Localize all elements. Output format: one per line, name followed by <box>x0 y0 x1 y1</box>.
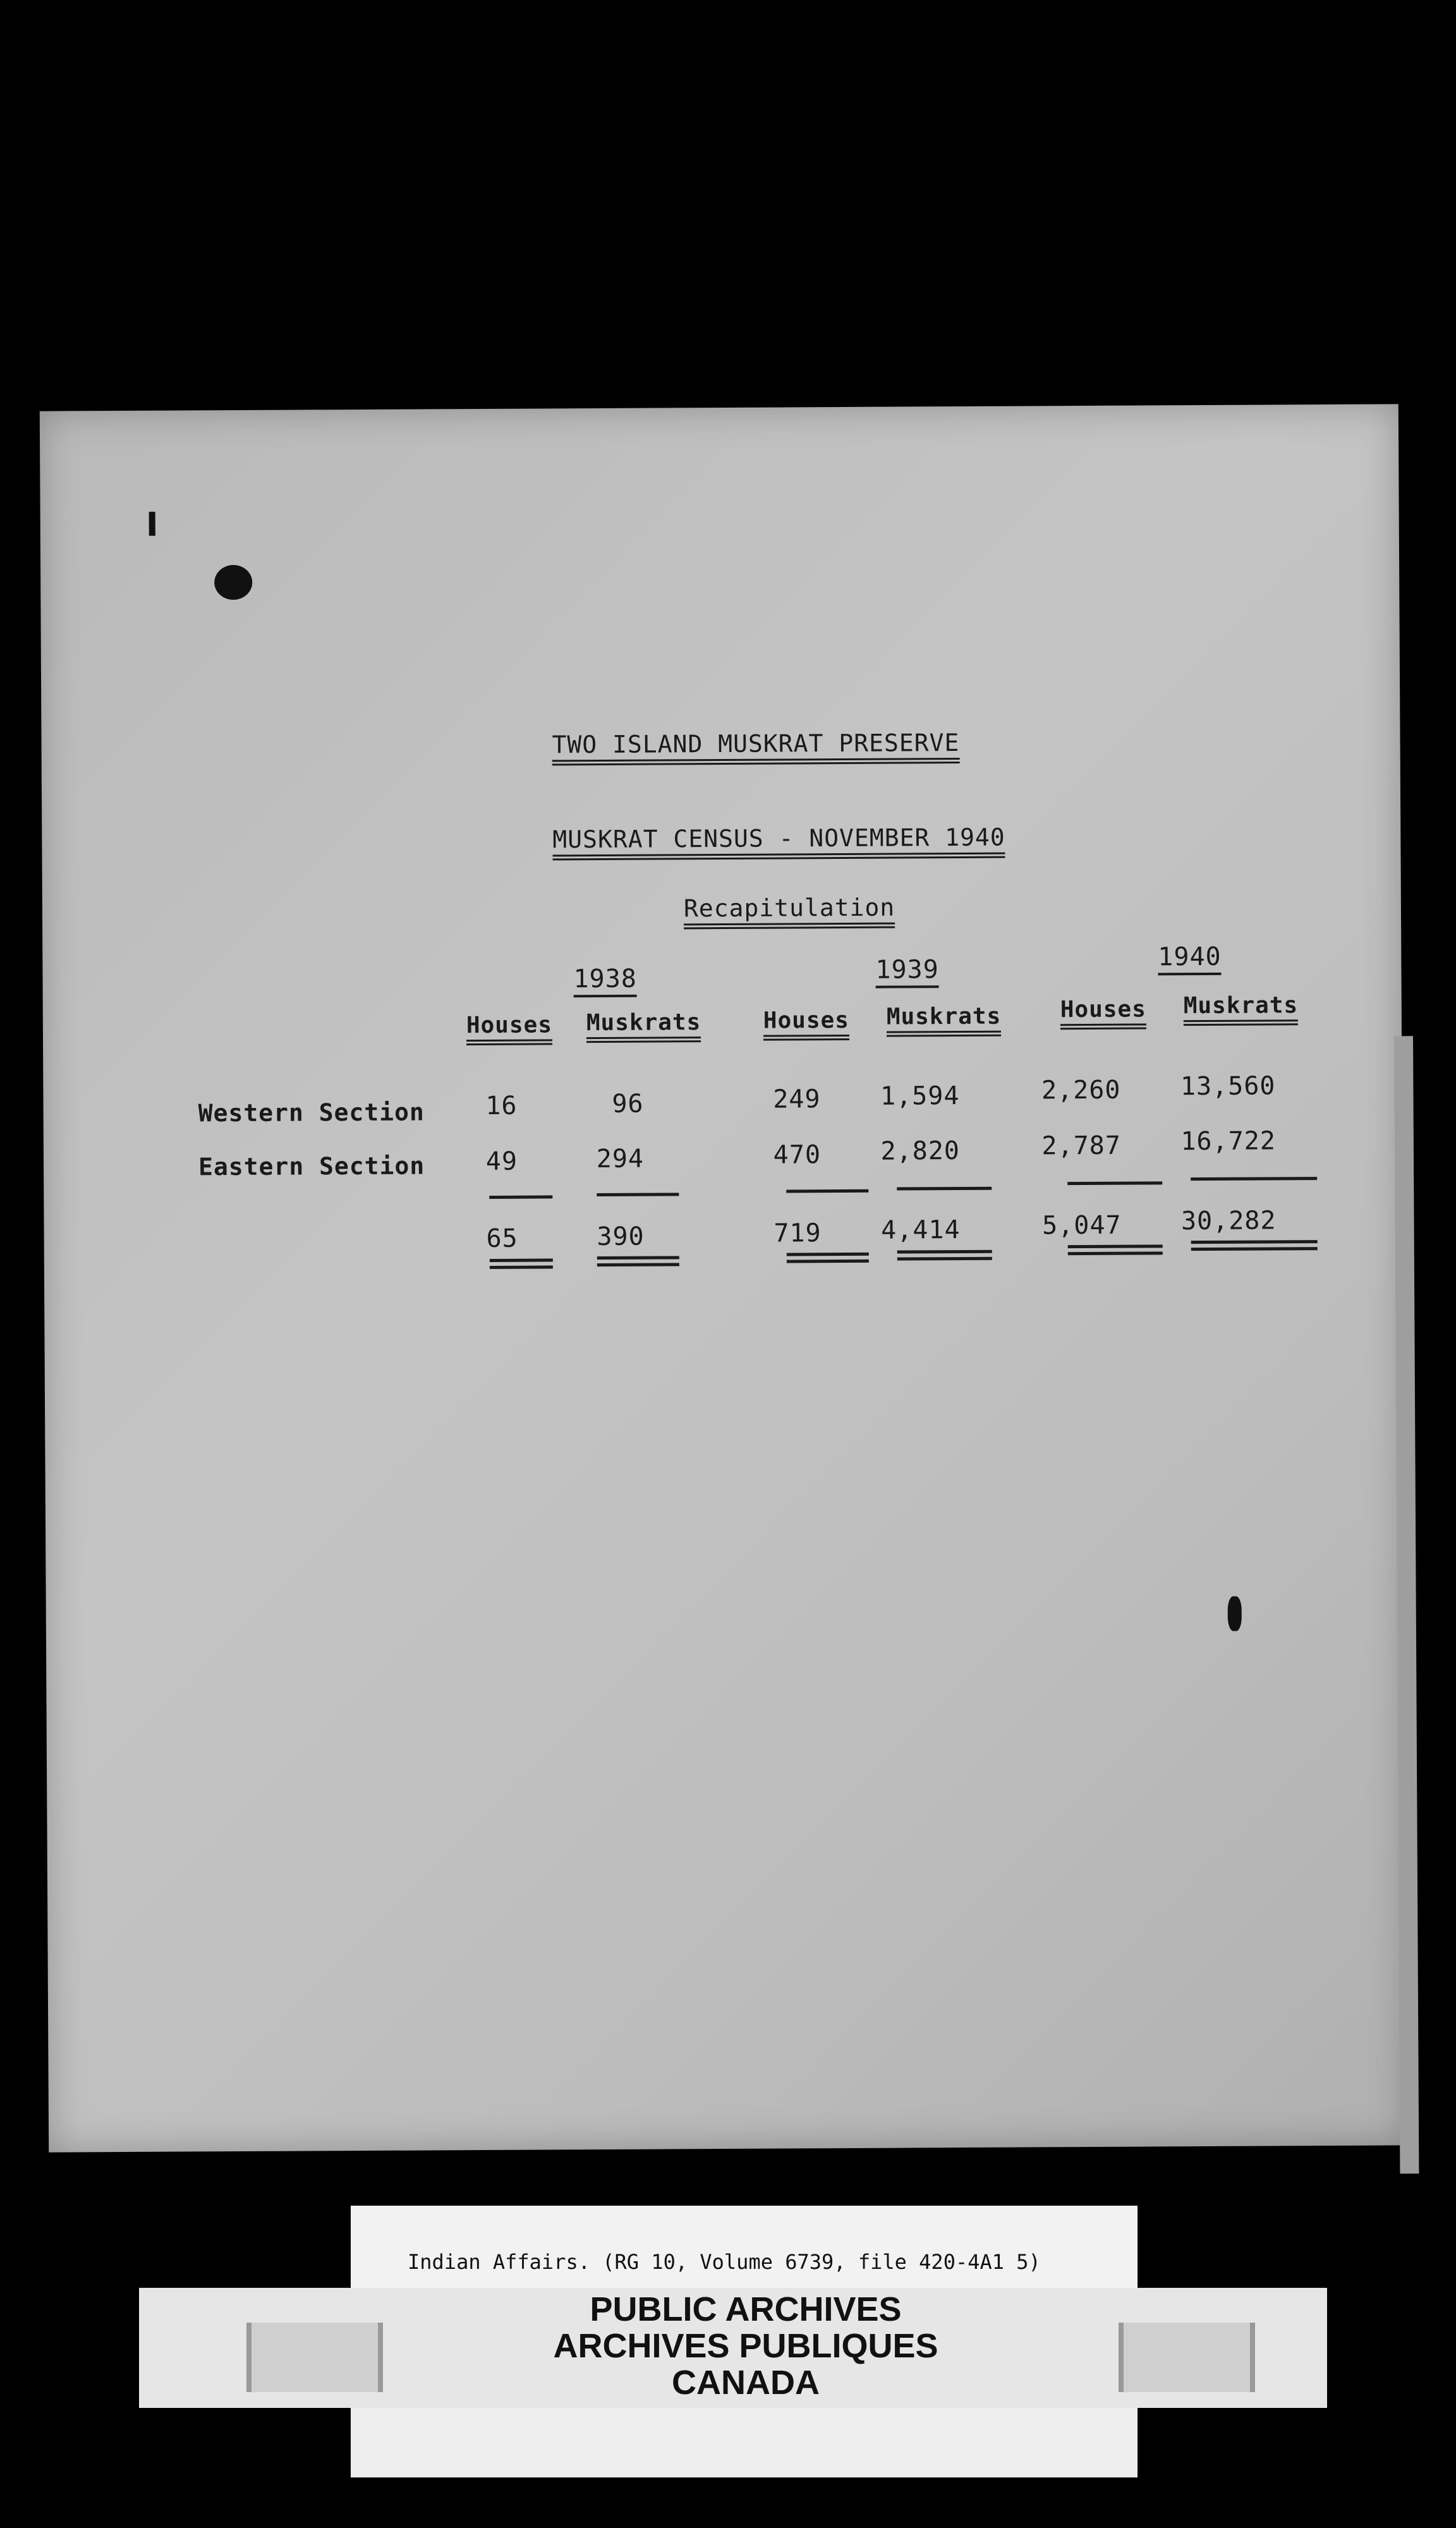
subtotal-rule <box>897 1187 992 1191</box>
ink-mark <box>149 512 155 536</box>
table-cell: 2,787 <box>1041 1131 1122 1161</box>
total-double-rule <box>490 1258 553 1269</box>
column-header: Muskrats <box>1184 992 1299 1026</box>
table-cell: 1,594 <box>880 1081 960 1111</box>
document-subtitle: MUSKRAT CENSUS - NOVEMBER 1940 <box>552 823 1005 861</box>
total-double-rule <box>897 1250 992 1261</box>
row-label-western: Western Section <box>198 1098 425 1127</box>
table-cell: 249 <box>773 1085 821 1114</box>
page-edge <box>1394 1036 1419 2173</box>
stamp-line: CANADA <box>672 2364 820 2402</box>
archive-reference-label <box>351 2206 1138 2288</box>
subtotal-rule <box>489 1195 552 1199</box>
column-header: Houses <box>763 1007 849 1041</box>
subtotal-rule <box>1191 1177 1317 1181</box>
total-cell: 390 <box>597 1222 645 1252</box>
subtotal-rule <box>786 1189 868 1193</box>
tape-strip <box>1119 2323 1255 2392</box>
table-cell: 2,820 <box>880 1136 961 1166</box>
document-page <box>40 404 1407 2152</box>
total-double-rule <box>1191 1240 1318 1251</box>
document-title: TWO ISLAND MUSKRAT PRESERVE <box>552 729 959 765</box>
total-double-rule <box>1068 1244 1163 1255</box>
row-label-eastern: Eastern Section <box>198 1152 425 1181</box>
total-cell: 30,282 <box>1180 1206 1277 1236</box>
stamp-line: ARCHIVES PUBLIQUES <box>553 2327 938 2365</box>
document-heading: Recapitulation <box>684 894 895 930</box>
year-1938: 1938 <box>573 964 637 998</box>
table-cell: 16,722 <box>1180 1126 1276 1157</box>
table-cell: 16 <box>485 1091 518 1121</box>
column-header: Houses <box>466 1012 552 1045</box>
total-cell: 4,414 <box>881 1215 961 1245</box>
punch-hole <box>214 565 252 600</box>
ink-mark <box>1228 1596 1242 1631</box>
archive-stamp <box>354 2291 1138 2401</box>
table-cell: 96 <box>612 1089 644 1119</box>
table-cell: 13,560 <box>1180 1071 1276 1102</box>
stamp-line: PUBLIC ARCHIVES <box>590 2290 902 2328</box>
column-header: Muskrats <box>586 1009 701 1043</box>
table-cell: 49 <box>485 1146 518 1176</box>
column-header: Muskrats <box>887 1004 1002 1037</box>
subtotal-rule <box>597 1193 679 1196</box>
total-cell: 719 <box>774 1218 822 1248</box>
table-cell: 2,260 <box>1041 1075 1121 1105</box>
table-cell: 470 <box>773 1140 822 1170</box>
column-header: Houses <box>1060 996 1146 1030</box>
total-cell: 5,047 <box>1042 1210 1122 1241</box>
year-1940: 1940 <box>1158 942 1222 976</box>
total-double-rule <box>597 1256 679 1267</box>
total-double-rule <box>787 1253 869 1263</box>
year-1939: 1939 <box>875 955 939 988</box>
total-cell: 65 <box>486 1224 518 1253</box>
subtotal-rule <box>1067 1181 1162 1185</box>
archive-reference: Indian Affairs. (RG 10, Volume 6739, file 420-4A1 5) <box>408 2250 1041 2274</box>
archive-label-base <box>351 2408 1138 2477</box>
table-cell: 294 <box>596 1144 645 1174</box>
